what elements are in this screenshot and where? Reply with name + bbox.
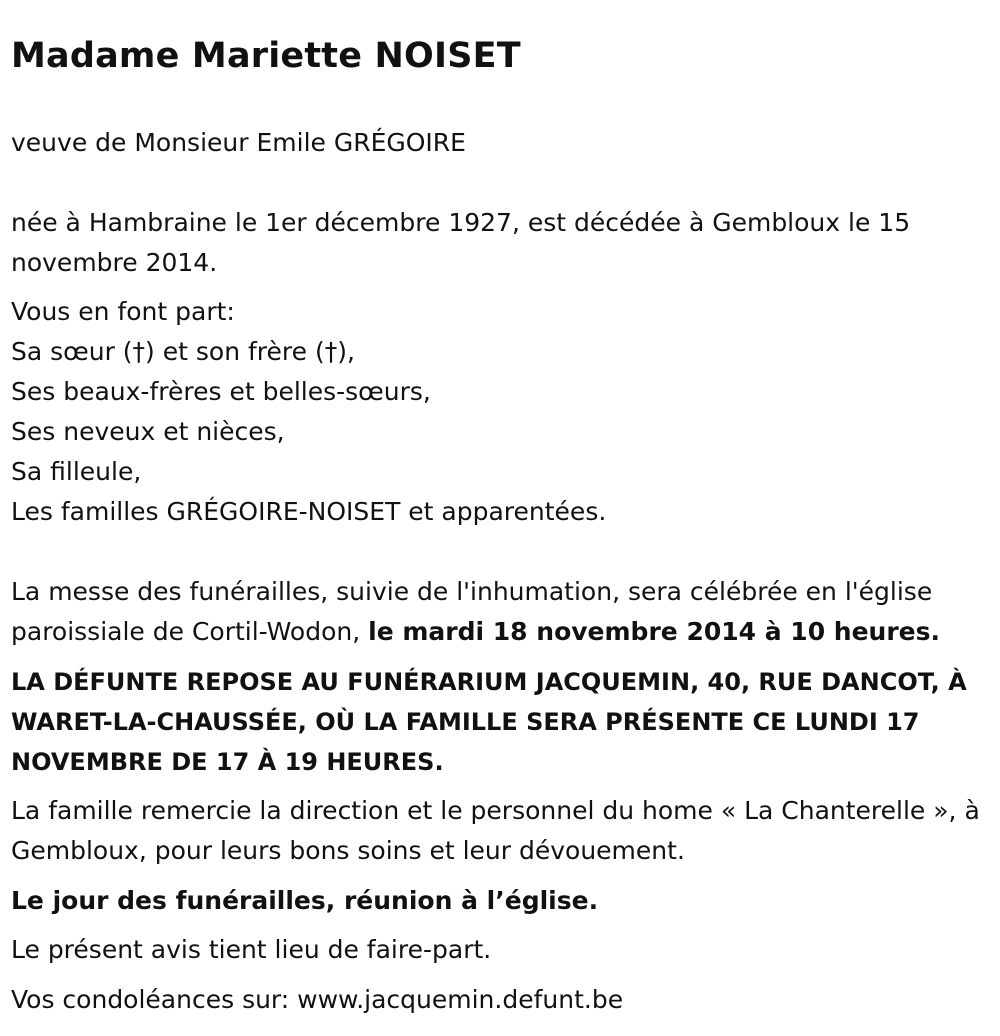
spouse-line: veuve de Monsieur Emile GRÉGOIRE (11, 128, 466, 157)
birth-death-paragraph: née à Hambraine le 1er décembre 1927, est décédée à Gembloux le 15 novembre 2014. (11, 208, 911, 277)
mass-text: La messe des funérailles, suivie de l'inhumation, sera célébrée en l'église paroissiale de Cortil-Wodon, (11, 577, 933, 646)
family-line: Ses beaux-frères et belles-sœurs, (11, 377, 431, 406)
repose-paragraph: LA DÉFUNTE REPOSE AU FUNÉRARIUM JACQUEMIN, 40, RUE DANCOT, À WARET-LA-CHAUSSÉE, OÙ LA FAMILLE SERA PRÉSENTE CE LUNDI 17 NOVEMBRE DE 17 À 19 HEURES. (11, 668, 967, 776)
mass-paragraph (11, 572, 989, 652)
thanks-paragraph: La famille remercie la direction et le personnel du home « La Chanterelle », à Gembloux, pour leurs bons soins et leur dévouement. (11, 796, 980, 865)
family-line: Sa filleule, (11, 457, 142, 486)
mass-date: le mardi 18 novembre 2014 à 10 heures. (368, 617, 941, 646)
announcement-intro: Vous en font part: (11, 297, 235, 326)
family-line: Les familles GRÉGOIRE-NOISET et apparentées. (11, 497, 607, 526)
family-line: Ses neveux et nièces, (11, 417, 285, 446)
notice-statement: Le présent avis tient lieu de faire-part. (11, 935, 492, 964)
condolences-line: Vos condoléances sur: www.jacquemin.defunt.be (11, 985, 624, 1014)
family-line: Sa sœur (†) et son frère (†), (11, 337, 355, 366)
deceased-name: Madame Mariette NOISET (11, 36, 521, 76)
meeting-note: Le jour des funérailles, réunion à l’église. (11, 886, 599, 915)
